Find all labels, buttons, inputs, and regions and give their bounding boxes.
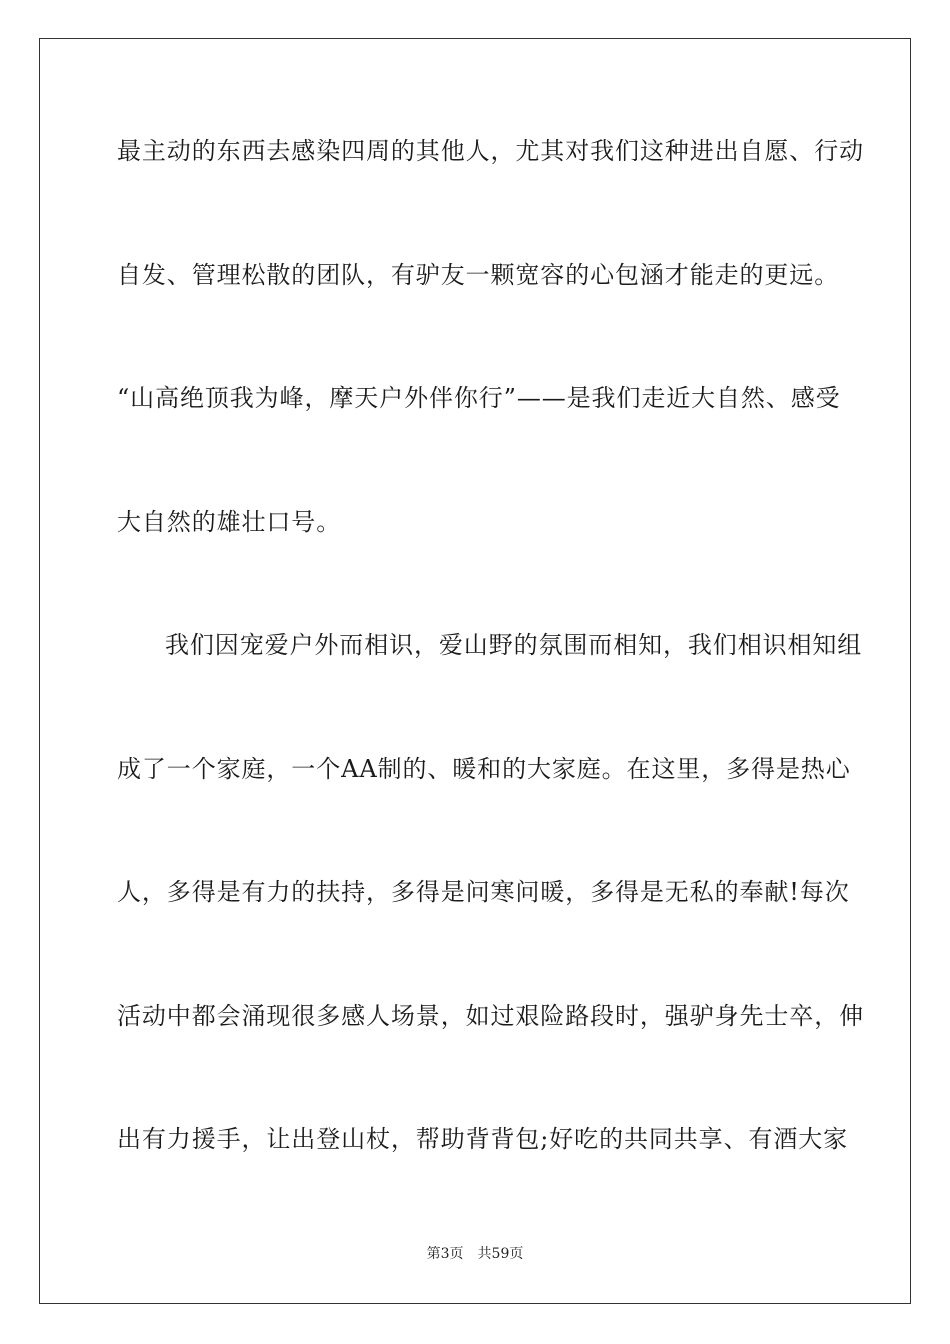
body-text-line: 自发、管理松散的团队，有驴友一颗宽容的心包涵才能走的更远。 <box>117 261 840 289</box>
body-text-line: 出有力援手，让出登山杖，帮助背背包;好吃的共同共享、有酒大家 <box>117 1125 849 1153</box>
body-text-line: “山高绝顶我为峰，摩天户外伴你行”——是我们走近大自然、感受 <box>117 384 841 412</box>
page-border <box>39 38 911 1304</box>
page-number: 第3页 <box>426 1246 464 1262</box>
body-text-line: 活动中都会涌现很多感人场景，如过艰险路段时，强驴身先士卒，伸 <box>117 1002 864 1030</box>
page-total: 共59页 <box>477 1246 524 1262</box>
body-text-line: 大自然的雄壮口号。 <box>117 508 342 536</box>
body-text-line: 成了一个家庭，一个AA制的、暖和的大家庭。在这里，多得是热心 <box>117 755 851 783</box>
body-text-line: 人，多得是有力的扶持，多得是问寒问暖，多得是无私的奉献!每次 <box>117 878 850 906</box>
page-footer <box>0 1244 950 1264</box>
body-text-line: 最主动的东西去感染四周的其他人，尤其对我们这种进出自愿、行动 <box>117 137 864 165</box>
paragraph-first-line: 我们因宠爱户外而相识，爱山野的氛围而相知，我们相识相知组 <box>165 631 863 659</box>
